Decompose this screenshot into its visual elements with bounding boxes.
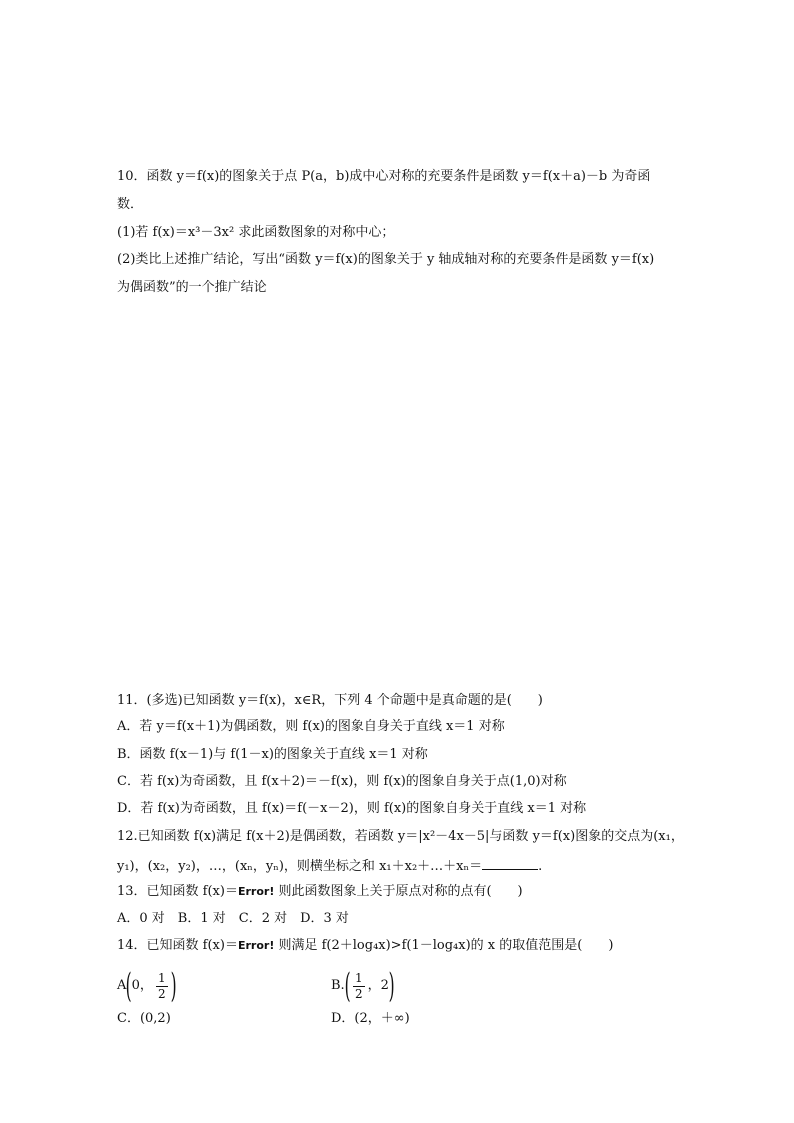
denominator: 2 [157, 986, 166, 1001]
question-13-text: 13．已知函数 f(x)＝ [117, 884, 238, 899]
question-10-stem-continued: 数． [117, 197, 144, 212]
left-paren: ( [344, 966, 351, 1006]
question-12-period: . [538, 859, 543, 874]
error-marker: Error! [237, 885, 275, 898]
question-10-part-1: (1)若 f(x)＝x³－3x² 求此函数图象的对称中心； [117, 225, 395, 240]
question-14-option-c: C．(0,2) [117, 1011, 171, 1026]
question-14-text: 14．已知函数 f(x)＝ [117, 938, 238, 953]
question-13-stem [117, 884, 523, 900]
denominator: 2 [354, 986, 363, 1001]
question-10-part-2-continued: 为偶函数”的一个推广结论 [117, 280, 267, 295]
question-11-option-b: B．函数 f(x－1)与 f(1－x)的图象关于直线 x＝1 对称 [117, 747, 428, 762]
left-paren: ( [126, 966, 133, 1006]
question-14-stem [117, 938, 613, 954]
option-label: B. [331, 978, 345, 993]
question-11-option-d: D．若 f(x)为奇函数，且 f(x)＝f(－x－2)，则 f(x)的图象自身关于直线 x＝1 对称 [117, 801, 587, 816]
right-paren: ) [388, 966, 395, 1006]
interval-left: 0， [131, 978, 153, 993]
question-11-option-a: A．若 y＝f(x＋1)为偶函数，则 f(x)的图象自身关于直线 x＝1 对称 [117, 719, 505, 734]
fraction [353, 971, 365, 1002]
answer-blank [482, 857, 538, 870]
question-14-option-b [331, 966, 394, 1006]
question-11-stem: 11．(多选)已知函数 y＝f(x)，x∈R，下列 4 个命题中是真命题的是( ) [117, 693, 543, 708]
question-13-options: A．0 对 B．1 对 C．2 对 D．3 对 [117, 911, 349, 926]
question-14-option-a [117, 966, 176, 1006]
right-paren: ) [170, 966, 177, 1006]
question-14-option-d: D．(2，＋∞) [331, 1011, 410, 1026]
fraction [156, 971, 168, 1002]
numerator: 1 [157, 970, 166, 985]
question-10-stem: 10．函数 y＝f(x)的图象关于点 P(a，b)成中心对称的充要条件是函数 y＝f(x＋a)－b 为奇函 [117, 169, 651, 184]
question-12-text: y₁)，(x₂，y₂)，…，(xₙ，yₙ)，则横坐标之和 x₁＋x₂＋…＋xₙ＝ [117, 859, 483, 874]
option-label: A [117, 978, 127, 993]
question-11-option-c: C．若 f(x)为奇函数，且 f(x＋2)＝－f(x)，则 f(x)的图象自身关于点(1,0)对称 [117, 774, 567, 789]
question-13-text-rest: 则此函数图象上关于原点对称的点有( ) [274, 884, 523, 899]
question-14-text-rest: 则满足 f(2＋log₄x)>f(1－log₄x)的 x 的取值范围是( ) [274, 938, 614, 953]
question-12-stem-continued [117, 857, 542, 875]
interval-right: ，2 [367, 978, 389, 993]
question-12-stem: 12.已知函数 f(x)满足 f(x＋2)是偶函数，若函数 y＝|x²－4x－5|与函数 y＝f(x)图象的交点为(x₁， [117, 829, 684, 844]
question-10-part-2: (2)类比上述推广结论，写出“函数 y＝f(x)的图象关于 y 轴成轴对称的充要条件是函数 y＝f(x) [117, 252, 655, 267]
error-marker: Error! [237, 939, 275, 952]
numerator: 1 [354, 970, 363, 985]
